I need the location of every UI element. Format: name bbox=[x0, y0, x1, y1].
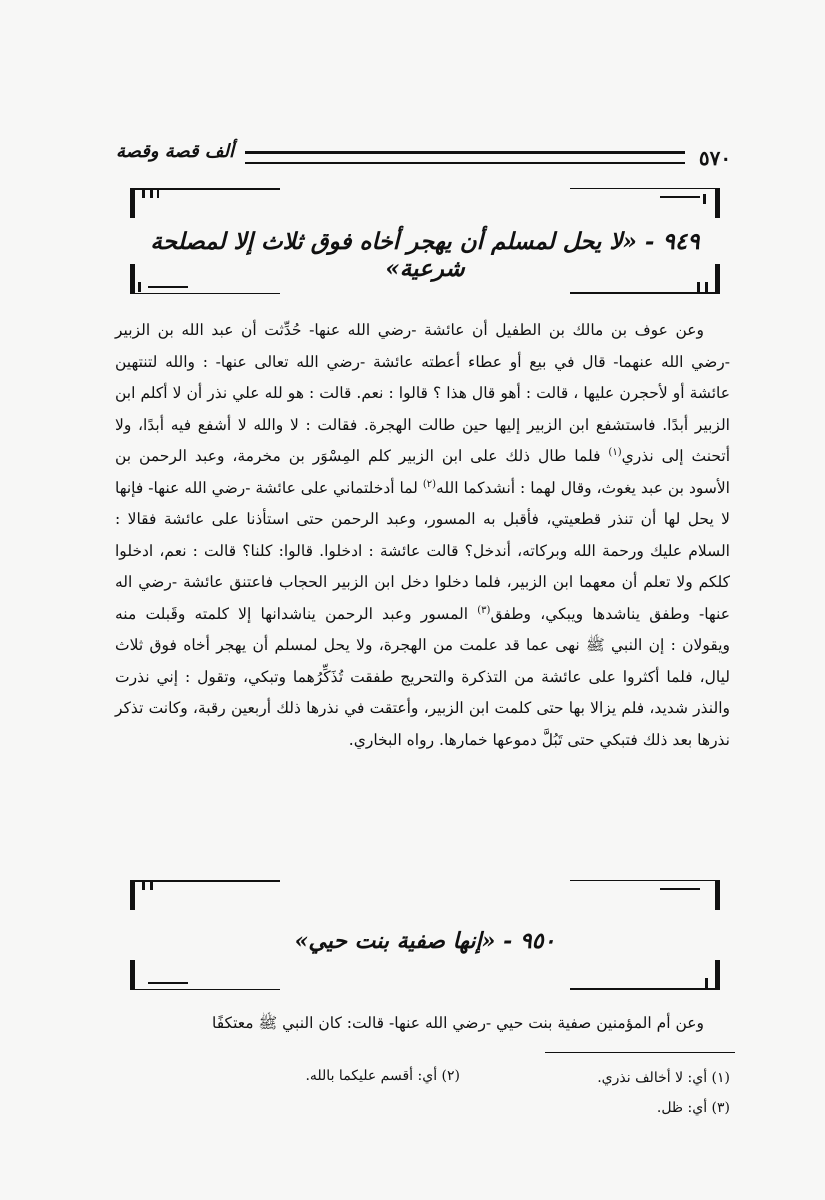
story-949-part4: المسور وعبد الرحمن يناشدانها إلا كلمته وقَبلت منه ويقولان : إن النبي ﷺ نهى عما قد علمت من الهجرة، ولا يحل لمسلم أن يهجر أخاه فوق ثلاث ليال، فلما أكثروا على عائشة من التذكرة والتحريج طفقت تُذَكِّرُهما وتبكي، وتقول : إني نذرت والنذر شديد، فلم يزالا بها حتى كلمت ابن الزبير، وأعتقت في نذرها ذلك أربعين رقبة، وكانت تذكر نذرها بعد ذلك فتبكي حتى تَبُلَّ دموعها خمارها. رواه البخاري. bbox=[115, 604, 730, 749]
footnote-3: (٣) أي: ظل. bbox=[656, 1100, 730, 1116]
story-949-text bbox=[115, 315, 730, 756]
footnote-2: (٢) أي: أقسم عليكما بالله. bbox=[305, 1068, 460, 1084]
story-950-text bbox=[115, 1008, 730, 1040]
footnote-ref-3: (٣) bbox=[477, 604, 491, 616]
frame-corner-bottom-right bbox=[570, 264, 720, 294]
story-950-intro: وعن أم المؤمنين صفية بنت حيي -رضي الله عنها- قالت: كان النبي ﷺ معتكفًا bbox=[211, 1014, 704, 1032]
frame-corner-top-left bbox=[130, 188, 280, 218]
frame-corner-top-right bbox=[570, 188, 720, 218]
frame-corner-top-left bbox=[130, 880, 280, 910]
footnote-ref-1: (١) bbox=[608, 446, 622, 458]
frame-corner-bottom-left bbox=[130, 264, 280, 294]
section-949-title: ٩٤٩ - «لا يحل لمسلم أن يهجر أخاه فوق ثلاث إلا لمصلحة شرعية» bbox=[150, 228, 700, 282]
footnote-ref-2: (٢) bbox=[422, 478, 437, 490]
frame-corner-bottom-right bbox=[570, 960, 720, 990]
section-950-title: ٩٥٠ - «إنها صفية بنت حيي» bbox=[294, 928, 556, 954]
book-title: ألف قصة وقصة bbox=[115, 141, 235, 162]
header-rule bbox=[245, 151, 685, 164]
story-949-part3: لما أدخلتماني على عائشة -رضي الله عنها- فإنها لا يحل لها أن تنذر قطعيتي، فأقبل به المسور، وعبد الرحمن حتى استأذنا على عائشة فقالا : السلام عليك ورحمة الله وبركاته، أندخل؟ قالت عائشة : ادخلوا. قالوا: كلنا؟ قالت : نعم، ادخلوا كلكم ولا تعلم أن معهما ابن الزبير، فلما دخلوا دخل ابن الزبير الحجاب فاعتنق عائشة -رضي اله عنها- وطفق يناشدها ويبكي، وطفق bbox=[115, 478, 730, 623]
footnote-rule bbox=[545, 1052, 735, 1053]
frame-corner-top-right bbox=[570, 880, 720, 910]
page-number: ٥٧٠ bbox=[698, 146, 732, 170]
story-949-part1: وعن عوف بن مالك بن الطفيل أن عائشة -رضي الله عنها- حُدِّثت أن عبد الله بن الزبير -رضي الله عنهما- قال في بيع أو عطاء أعطته عائشة -رضي الله تعالى عنها- : والله لتنتهين عائشة أو لأحجرن عليها ، قالت : أهو قال هذا ؟ قالوا : نعم. قالت : هو لله علي نذر أن لا أكلم ابن الزبير أبدًا. فاستشفع ابن الزبير إليها حين طالت الهجرة. فقالت : لا والله لا أشفع فيه أبدًا، ولا أتحنث إلى نذري bbox=[115, 321, 730, 465]
footnote-1: (١) أي: لا أخالف نذري. bbox=[597, 1070, 730, 1086]
frame-corner-bottom-left bbox=[130, 960, 280, 990]
story-949-part2: فلما طال ذلك على ابن الزبير كلم المِسْوَر بن مخرمة، وعبد الرحمن بن الأسود بن عبد يغوث، وقال لهما : أنشدكما الله bbox=[115, 447, 730, 497]
